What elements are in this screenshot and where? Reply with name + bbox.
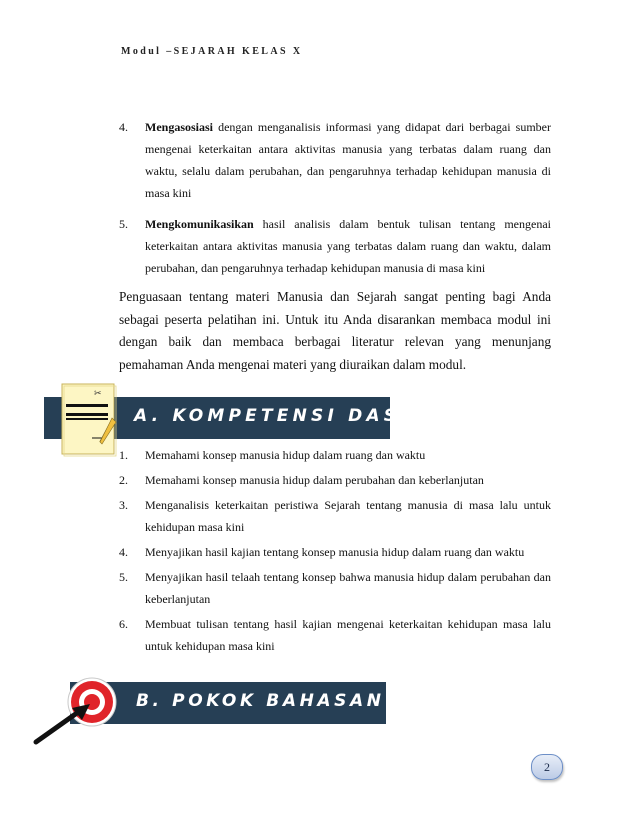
item-number: 2. (119, 473, 128, 487)
item-text: Menyajikan hasil telaah tentang konsep bahwa manusia hidup dalam perubahan dan keberlanjutan (145, 570, 551, 606)
item-number: 3. (119, 498, 128, 512)
item-number: 6. (119, 617, 128, 631)
item-text: Memahami konsep manusia hidup dalam ruang dan waktu (145, 448, 426, 462)
item-text: Memahami konsep manusia hidup dalam perubahan dan keberlanjutan (145, 473, 484, 487)
section-a-title: A. KOMPETENSI DASAR (134, 406, 435, 426)
target-arrow-icon (30, 668, 120, 750)
item-text: dengan menganalisis informasi yang didapat dari berbagai sumber mengenai keterkaitan antara aktivitas manusia yang terbatas dalam ruang dan waktu, selalu dalam perubahan, dan pengaruhnya terhadap kehidupan manusia di masa kini (145, 120, 551, 200)
list-item (119, 613, 551, 657)
item-number: 4. (119, 120, 128, 134)
item-number: 5. (119, 570, 128, 584)
item-text: Membuat tulisan tentang hasil kajian mengenai keterkaitan kehidupan masa lalu untuk kehidupan masa kini (145, 617, 551, 653)
page-number-badge: 2 (531, 754, 563, 780)
running-header: Modul –SEJARAH KELAS X (121, 46, 303, 57)
list-item (119, 444, 551, 466)
list-item (119, 566, 551, 610)
item-term: Mengkomunikasikan (145, 217, 254, 231)
svg-text:✂: ✂ (94, 389, 102, 399)
list-item (119, 116, 551, 204)
item-text: Menyajikan hasil kajian tentang konsep manusia hidup dalam ruang dan waktu (145, 545, 525, 559)
note-pencil-icon (56, 380, 124, 458)
section-b-title: B. POKOK BAHASAN (136, 691, 385, 711)
item-text: Menganalisis keterkaitan peristiwa Sejarah tentang manusia di masa lalu untuk kehidupan masa kini (145, 498, 551, 534)
item-term: Mengasosiasi (145, 120, 214, 134)
list-item (119, 541, 551, 563)
item-number: 5. (119, 217, 128, 231)
item-text: hasil analisis dalam bentuk tulisan tentang mengenai keterkaitan antara aktivitas manusia yang terbatas dalam ruang dan waktu, dalam perubahan, dan pengaruhnya terhadap kehidupan manusia di masa kini (145, 217, 551, 275)
item-number: 1. (119, 448, 128, 462)
kompetensi-dasar-list (119, 444, 551, 660)
list-item (119, 494, 551, 538)
top-numbered-list (119, 116, 551, 288)
list-item (119, 469, 551, 491)
intro-paragraph: Penguasaan tentang materi Manusia dan Sejarah sangat penting bagi Anda sebagai peserta pelatihan ini. Untuk itu Anda disarankan membaca modul ini dengan baik dan membaca berbagai literatur relevan yang menunjang pemahaman Anda mengenai materi yang diuraikan dalam modul. (119, 289, 551, 372)
list-item (119, 213, 551, 279)
item-number: 4. (119, 545, 128, 559)
